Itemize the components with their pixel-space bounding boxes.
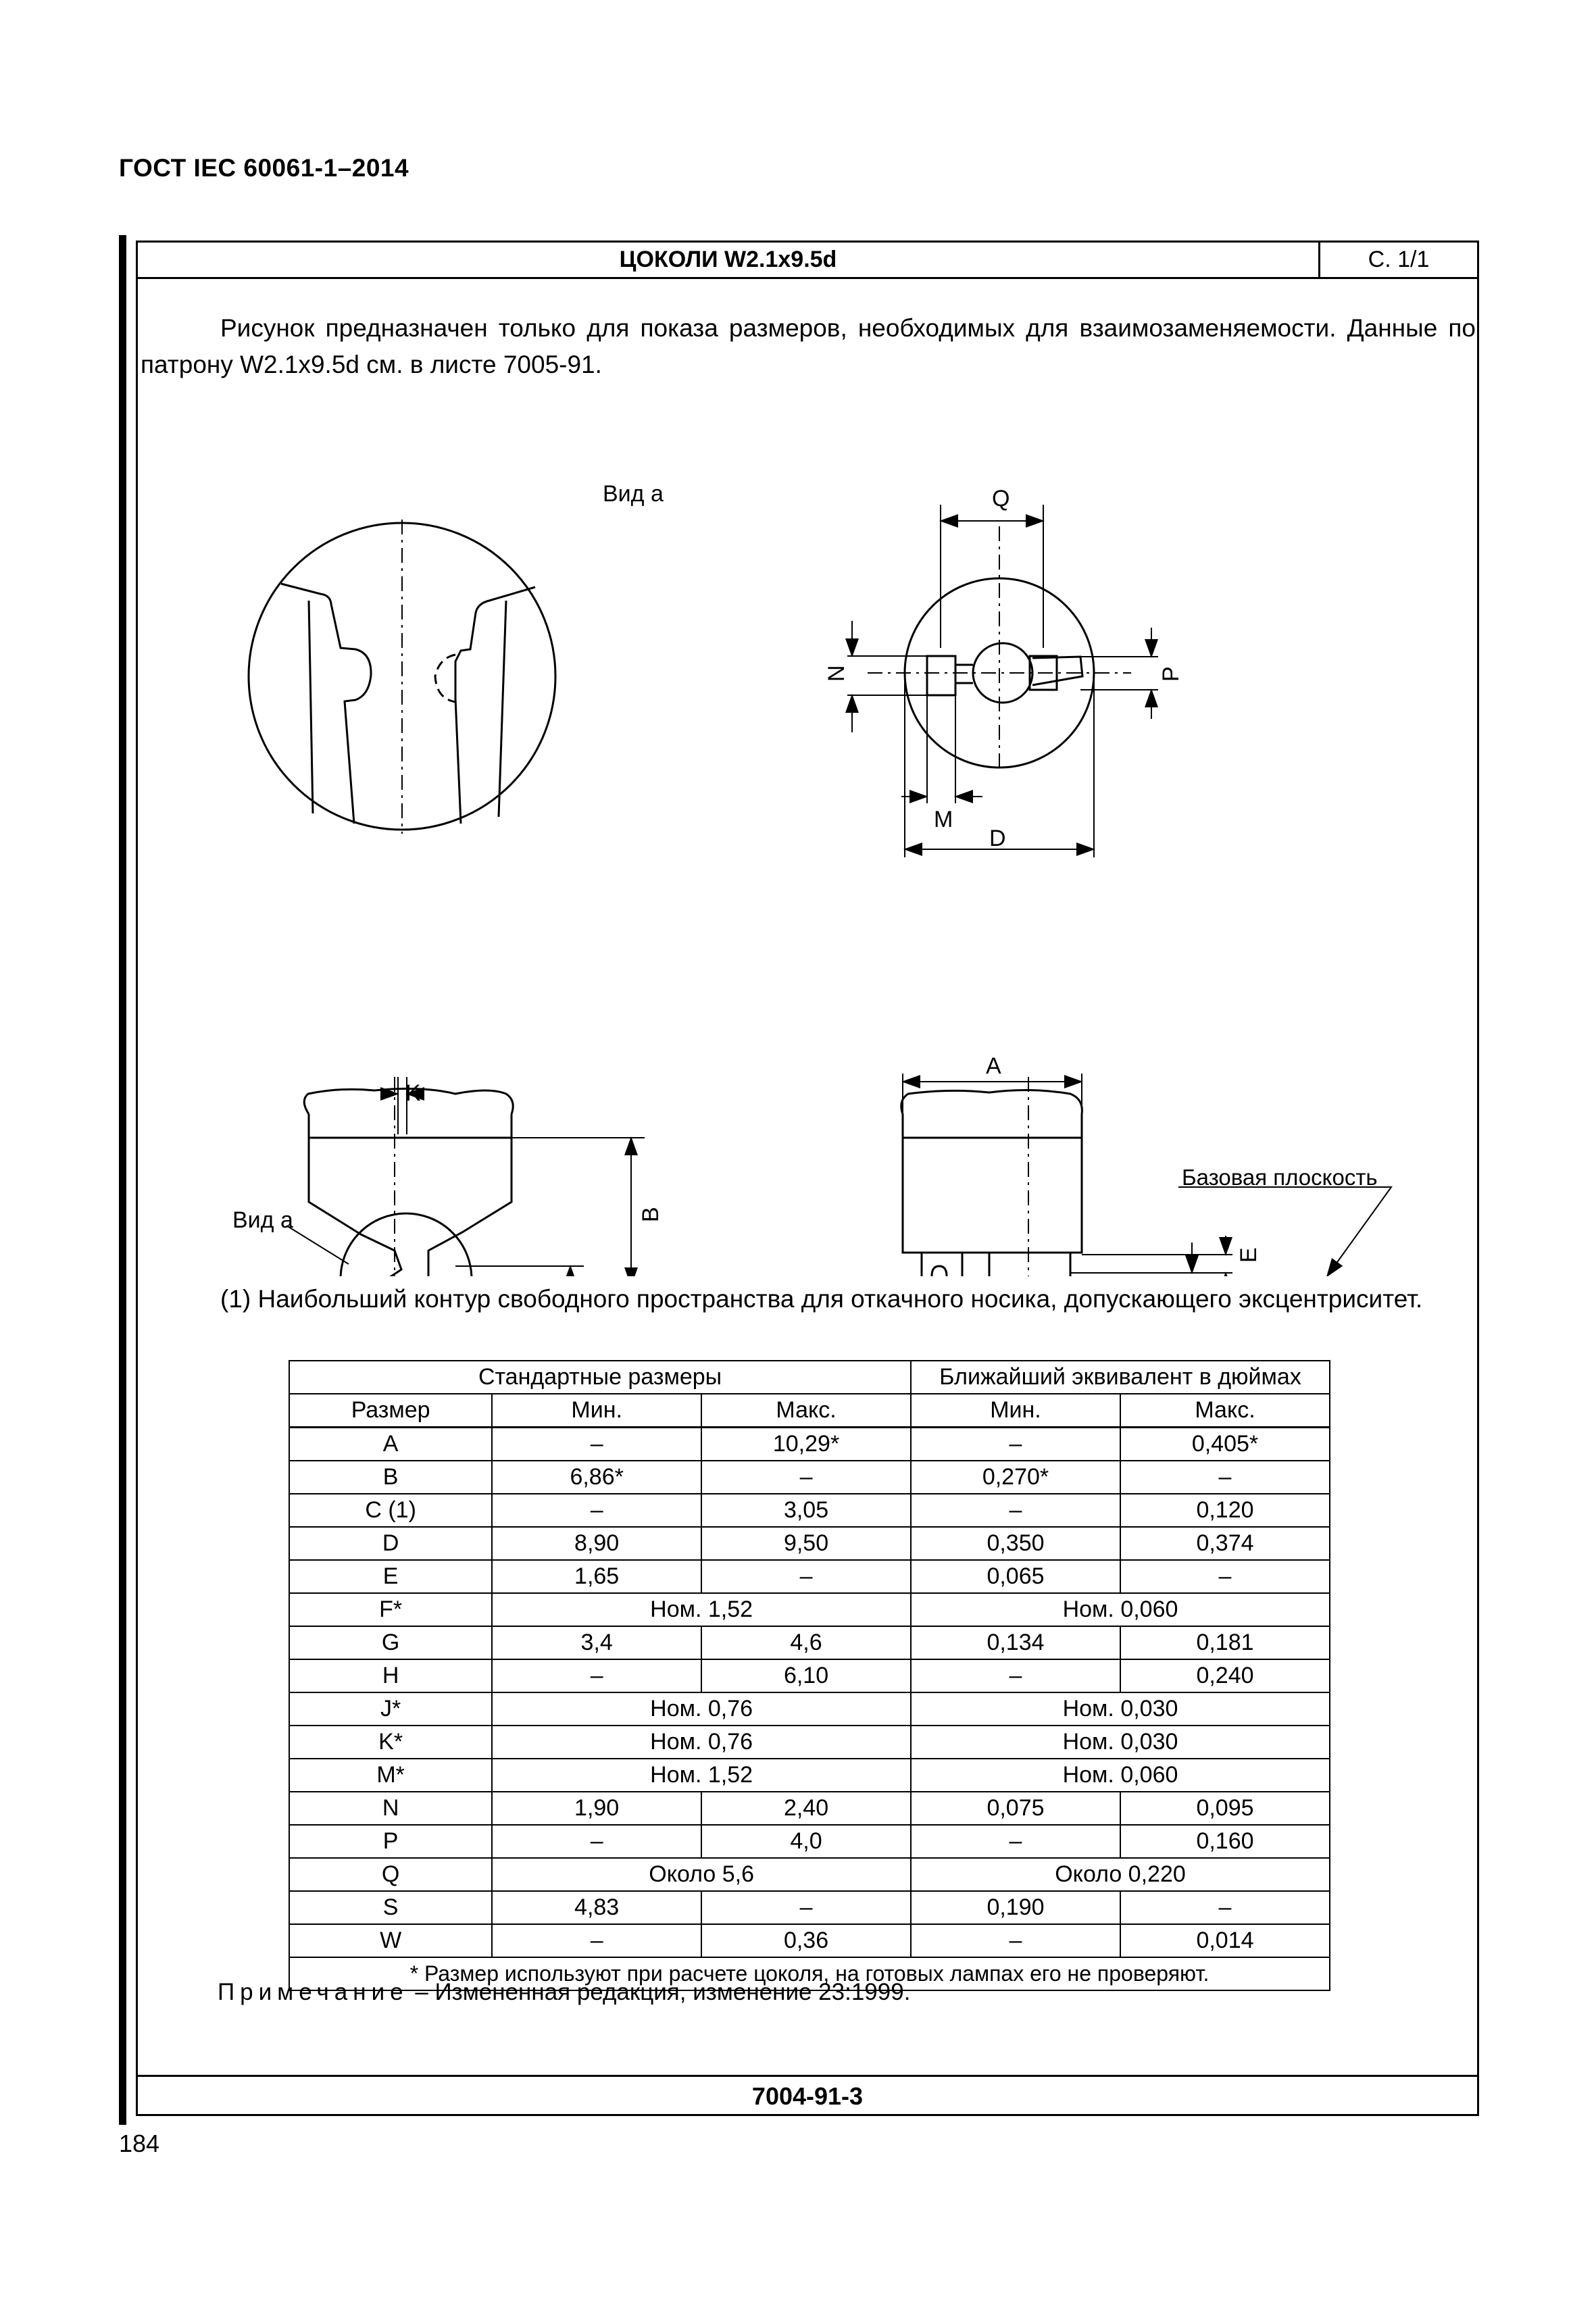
title-row: [138, 243, 1477, 279]
note-text: – Измененная редакция, изменение 23:1999.: [408, 1979, 911, 2005]
table-cell: 1,90: [492, 1792, 701, 1825]
table-cell: –: [911, 1659, 1120, 1692]
table-row: [289, 1593, 1330, 1626]
table-cell: Ном. 0,76: [492, 1692, 911, 1726]
table-cell: Около 0,220: [911, 1858, 1330, 1891]
table-cell: 6,86*: [492, 1461, 701, 1494]
table-row: [289, 1461, 1330, 1494]
intro-paragraph: Рисунок предназначен только для показа размеров, необходимых для взаимозаменяемости. Данные по патрону W2.1x9.5d см. в листе 7005-91.: [141, 314, 1476, 378]
table-cell: 0,065: [911, 1560, 1120, 1593]
table-cell: E: [289, 1560, 492, 1593]
page-number: 184: [119, 2130, 160, 2157]
table-cell: –: [701, 1461, 911, 1494]
table-cell: W: [289, 1924, 492, 1957]
table-row: [289, 1428, 1330, 1461]
table-cell: Ном. 1,52: [492, 1593, 911, 1626]
table-cell: D: [289, 1527, 492, 1560]
col-size: Размер: [289, 1394, 492, 1428]
table-cell: H: [289, 1659, 492, 1692]
table-cell: 4,6: [701, 1626, 911, 1659]
table-cell: 0,014: [1120, 1924, 1330, 1957]
table-cell: –: [1120, 1461, 1330, 1494]
col-min-in: Мин.: [911, 1394, 1120, 1428]
sheet-frame: [136, 241, 1479, 2116]
detail-view-circle: [249, 520, 555, 834]
dim-n-label: N: [824, 665, 849, 682]
table-row: [289, 1792, 1330, 1825]
table-row: [289, 1626, 1330, 1659]
table-cell: –: [492, 1924, 701, 1957]
note: [218, 1979, 910, 2006]
table-cell: 0,36: [701, 1924, 911, 1957]
table-cell: 9,50: [701, 1527, 911, 1560]
dim-b-label: B: [638, 1207, 664, 1222]
col-max-in: Макс.: [1120, 1394, 1330, 1428]
table-cell: Ном. 0,76: [492, 1726, 911, 1759]
table-cell: M*: [289, 1759, 492, 1792]
table-cell: 0,120: [1120, 1494, 1330, 1527]
dim-m-label: M: [934, 807, 953, 832]
base-plane-label: Базовая плоскость: [1182, 1165, 1378, 1190]
table-cell: 0,181: [1120, 1626, 1330, 1659]
table-cell: Ном. 0,030: [911, 1692, 1330, 1726]
table-cell: 10,29*: [701, 1428, 911, 1461]
table-cell: 1,65: [492, 1560, 701, 1593]
dim-e-label: E: [1236, 1247, 1262, 1263]
table-cell: Около 5,6: [492, 1858, 911, 1891]
table-cell: 0,374: [1120, 1527, 1330, 1560]
group-standard: Стандартные размеры: [289, 1361, 911, 1394]
table-cell: –: [701, 1891, 911, 1924]
dim-q-label: Q: [992, 486, 1010, 511]
table-row: [289, 1692, 1330, 1726]
table-cell: G: [289, 1626, 492, 1659]
table-cell: B: [289, 1461, 492, 1494]
table-cell: F*: [289, 1593, 492, 1626]
table-row: [289, 1560, 1330, 1593]
table-cell: 0,134: [911, 1626, 1120, 1659]
table-cell: 0,270*: [911, 1461, 1120, 1494]
table-row: [289, 1527, 1330, 1560]
table-cell: Ном. 0,060: [911, 1759, 1330, 1792]
table-row: [289, 1726, 1330, 1759]
table-cell: –: [911, 1428, 1120, 1461]
table-cell: 2,40: [701, 1792, 911, 1825]
view-a-label-side: Вид a: [232, 1207, 293, 1233]
note-lead: Примечание: [218, 1979, 409, 2005]
table-row: [289, 1659, 1330, 1692]
view-a-label: Вид a: [603, 481, 664, 507]
table-cell: 6,10: [701, 1659, 911, 1692]
technical-drawing: [138, 398, 1478, 1276]
margin-bar: [119, 235, 126, 2125]
table-row: [289, 1494, 1330, 1527]
table-cell: 0,095: [1120, 1792, 1330, 1825]
table-row: [289, 1858, 1330, 1891]
table-cell: A: [289, 1428, 492, 1461]
table-cell: 4,83: [492, 1891, 701, 1924]
col-min: Мин.: [492, 1394, 701, 1428]
table-cell: K*: [289, 1726, 492, 1759]
table-cell: 3,4: [492, 1626, 701, 1659]
dimensions-table: [289, 1360, 1330, 1991]
group-inch: Ближайший эквивалент в дюймах: [911, 1361, 1330, 1394]
table-cell: Ном. 0,030: [911, 1726, 1330, 1759]
dim-k-label: K: [405, 1080, 421, 1106]
table-cell: –: [911, 1494, 1120, 1527]
table-cell: 4,0: [701, 1825, 911, 1858]
sheet-title: ЦОКОЛИ W2.1x9.5d: [138, 243, 1320, 277]
table-cell: Ном. 1,52: [492, 1759, 911, 1792]
table-cell: 8,90: [492, 1527, 701, 1560]
table-cell: 3,05: [701, 1494, 911, 1527]
table-cell: 0,075: [911, 1792, 1120, 1825]
table-cell: N: [289, 1792, 492, 1825]
table-cell: C (1): [289, 1494, 492, 1527]
table-row: [289, 1891, 1330, 1924]
table-cell: –: [1120, 1560, 1330, 1593]
dim-d-label: D: [989, 826, 1006, 851]
table-row: [289, 1759, 1330, 1792]
table-cell: –: [911, 1825, 1120, 1858]
table-cell: Ном. 0,060: [911, 1593, 1330, 1626]
table-cell: S: [289, 1891, 492, 1924]
table-cell: –: [1120, 1891, 1330, 1924]
table-footer: * Размер используют при расчете цоколя, на готовых лампах его не проверяют.: [289, 1957, 1330, 1990]
table-cell: –: [492, 1825, 701, 1858]
col-max: Макс.: [701, 1394, 911, 1428]
side-view-left: [286, 1077, 645, 1276]
document-code: ГОСТ IEC 60061-1–2014: [119, 154, 409, 182]
table-row: [289, 1924, 1330, 1957]
table-cell: P: [289, 1825, 492, 1858]
table-col-header: [289, 1394, 1330, 1428]
table-group-header: [289, 1361, 1330, 1394]
table-cell: Q: [289, 1858, 492, 1891]
table-row: [289, 1825, 1330, 1858]
table-cell: J*: [289, 1692, 492, 1726]
table-cell: 0,350: [911, 1527, 1120, 1560]
table-cell: 0,160: [1120, 1825, 1330, 1858]
table-cell: –: [701, 1560, 911, 1593]
table-cell: 0,190: [911, 1891, 1120, 1924]
table-cell: 0,405*: [1120, 1428, 1330, 1461]
table-cell: –: [911, 1924, 1120, 1957]
table-cell: –: [492, 1659, 701, 1692]
table-cell: –: [492, 1494, 701, 1527]
table-cell: 0,240: [1120, 1659, 1330, 1692]
sheet-number: С. 1/1: [1368, 247, 1430, 272]
table-cell: –: [492, 1428, 701, 1461]
sheet-code: 7004-91-3: [138, 2075, 1477, 2116]
top-view: [847, 505, 1158, 857]
dim-a-label: A: [986, 1053, 1001, 1079]
dim-p-label: P: [1158, 666, 1184, 682]
footnote-paragraph: (1) Наибольший контур свободного пространства для откачного носика, допускающего эксцентриситет.: [220, 1285, 1423, 1313]
